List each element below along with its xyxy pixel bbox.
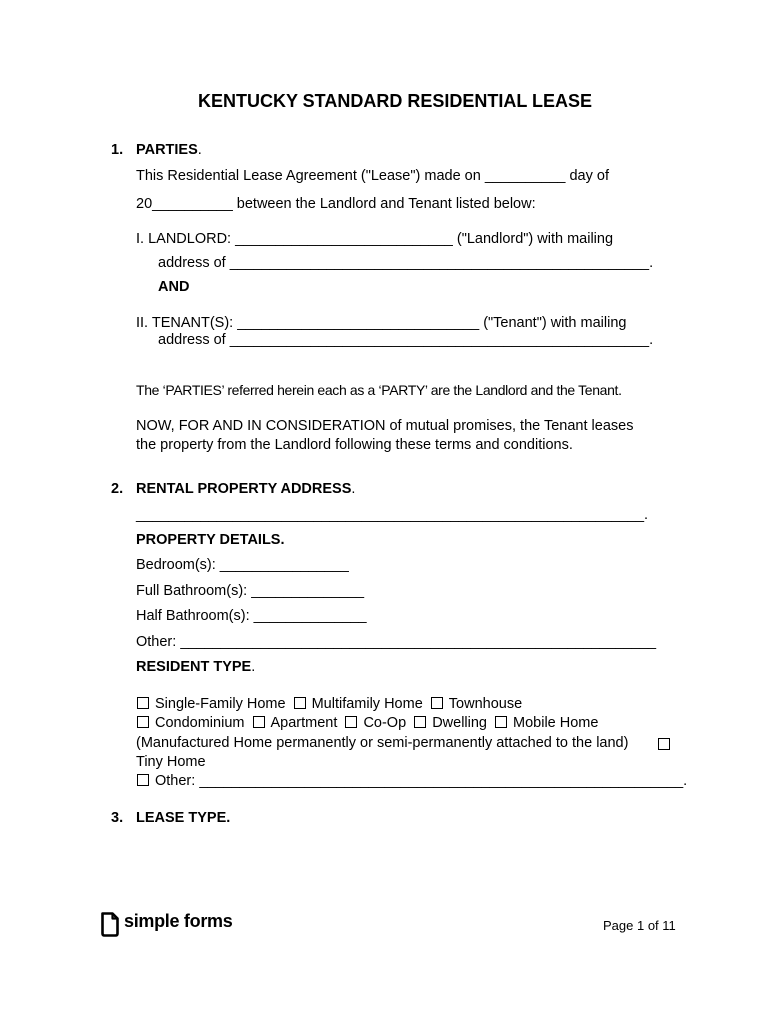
- mobile-home-label: Mobile Home: [513, 715, 599, 731]
- section-1-heading: PARTIES: [136, 142, 198, 158]
- condominium-checkbox[interactable]: [137, 716, 149, 728]
- townhouse-label: Townhouse: [448, 696, 523, 712]
- dwelling-checkbox[interactable]: [414, 716, 426, 728]
- single-family-checkbox[interactable]: [137, 697, 149, 709]
- co-op-label: Co-Op: [363, 715, 407, 731]
- resident-type-heading-dot: .: [251, 659, 256, 675]
- lease-year-line: 20__________ between the Landlord and Tenant listed below:: [136, 196, 536, 212]
- consideration-line-1: NOW, FOR AND IN CONSIDERATION of mutual promises, the Tenant leases: [136, 418, 634, 434]
- document-title: KENTUCKY STANDARD RESIDENTIAL LEASE: [197, 91, 593, 111]
- section-1-heading-dot: .: [197, 142, 202, 158]
- other-type-checkbox[interactable]: [137, 774, 149, 786]
- resident-type-heading-wrap: [136, 659, 255, 675]
- section-2-heading-dot: .: [351, 481, 356, 497]
- multifamily-checkbox[interactable]: [294, 697, 306, 709]
- co-op-checkbox[interactable]: [345, 716, 357, 728]
- other-details-field: Other: ___________________________________________________________: [136, 634, 657, 650]
- resident-types-row-2: [137, 715, 598, 731]
- document-icon: [100, 912, 120, 937]
- townhouse-checkbox[interactable]: [431, 697, 443, 709]
- page-number: Page 1 of 11: [603, 918, 676, 933]
- and-label: AND: [158, 279, 190, 295]
- full-bathrooms-field: Full Bathroom(s): ______________: [136, 583, 365, 599]
- property-details-heading: PROPERTY DETAILS.: [136, 532, 285, 548]
- section-2-heading: RENTAL PROPERTY ADDRESS: [136, 481, 352, 497]
- condominium-label: Condominium: [155, 715, 245, 731]
- section-3-heading: LEASE TYPE.: [136, 810, 231, 826]
- lease-date-line: This Residential Lease Agreement ("Lease") made on __________ day of: [136, 168, 609, 184]
- other-type-row: [137, 773, 687, 789]
- tiny-home-checkbox[interactable]: [658, 738, 670, 750]
- landlord-line: I. LANDLORD: ___________________________ ("Landlord") with mailing: [136, 231, 614, 247]
- section-2-number: 2.: [111, 481, 124, 497]
- half-bathrooms-field: Half Bathroom(s): ______________: [136, 608, 367, 624]
- section-1-heading-wrap: [136, 142, 202, 158]
- resident-types-row-1: [137, 696, 522, 712]
- tenant-address-line: address of ____________________________________________________.: [158, 332, 654, 348]
- apartment-checkbox[interactable]: [253, 716, 265, 728]
- manufactured-home-note: (Manufactured Home permanently or semi-permanently attached to the land): [136, 735, 629, 751]
- other-type-field: Other: ____________________________________________________________.: [155, 773, 688, 789]
- section-2-heading-wrap: [136, 481, 355, 497]
- dwelling-label: Dwelling: [432, 715, 487, 731]
- consideration-line-2: the property from the Landlord following these terms and conditions.: [136, 437, 573, 453]
- landlord-address-line: address of ____________________________________________________.: [158, 255, 654, 271]
- brand-logo-text: simple forms: [124, 911, 233, 931]
- apartment-label: Apartment: [270, 715, 338, 731]
- parties-definition: The ‘PARTIES’ referred herein each as a ‘PARTY’ are the Landlord and the Tenant.: [136, 382, 622, 398]
- section-1-number: 1.: [111, 142, 124, 158]
- section-3-number: 3.: [111, 810, 124, 826]
- mobile-home-checkbox[interactable]: [495, 716, 507, 728]
- multifamily-label: Multifamily Home: [311, 696, 423, 712]
- single-family-label: Single-Family Home: [155, 696, 286, 712]
- tiny-home-label: Tiny Home: [136, 754, 206, 770]
- resident-type-heading: RESIDENT TYPE: [136, 659, 252, 675]
- bedrooms-field: Bedroom(s): ________________: [136, 557, 349, 573]
- property-address-line: _______________________________________________________________.: [136, 507, 649, 523]
- tenant-line: II. TENANT(S): ______________________________ ("Tenant") with mailing: [136, 315, 627, 331]
